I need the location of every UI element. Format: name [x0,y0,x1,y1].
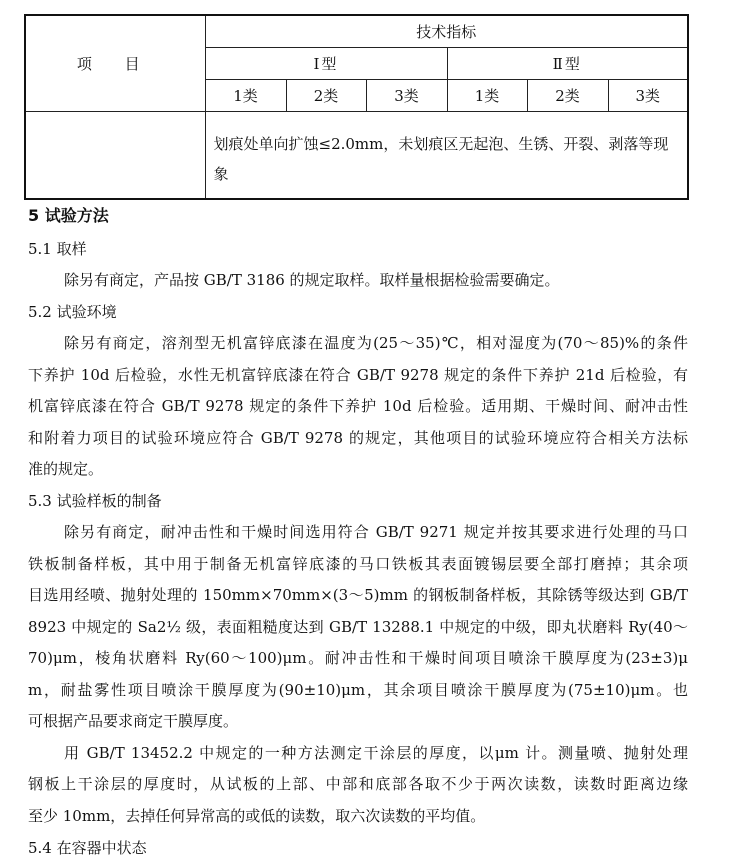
section-5-2-heading: 5.2 试验环境 [28,303,117,321]
class-header: 2类 [286,79,366,111]
class-header: 1类 [205,79,286,111]
section-5-3-line: 可根据产品要求商定干膜厚度。 [28,712,239,730]
section-5-2-line: 除另有商定，溶剂型无机富锌底漆在温度为(25～35)℃，相对湿度为(70～85)%的条件 [64,334,688,352]
section-5-2-line: 机富锌底漆在符合 GB/T 9278 规定的条件下养护 10d 后检验。适用期、干燥时间、耐冲击性 [28,397,688,415]
section-5-2-line: 和附着力项目的试验环境应符合 GB/T 9278 的规定，其他项目的试验环境应符合相关方法标 [28,429,688,447]
section-5-3-heading: 5.3 试验样板的制备 [28,492,162,510]
class-header: 3类 [608,79,688,111]
section-5-1-text: 除另有商定，产品按 GB/T 3186 的规定取样。取样量根据检验需要确定。 [64,271,560,289]
tech-spec-header: 技术指标 [205,15,688,47]
requirements-table [24,14,689,200]
section-5-2-line: 下养护 10d 后检验，水性无机富锌底漆在符合 GB/T 9278 规定的条件下养护 21d 后检验，有 [28,366,688,384]
section-5-3-line: 目选用经喷、抛射处理的 150mm×70mm×(3～5)mm 的钢板制备样板，其除锈等级达到 GB/T [28,586,688,604]
item-cell-empty [25,111,205,199]
section-5-2-line: 准的规定。 [28,460,104,478]
section-5-3-para2-line: 至少 10mm，去掉任何异常高的或低的读数，取六次读数的平均值。 [28,807,486,825]
section-5-3-line: 铁板制备样板，其中用于制备无机富锌底漆的马口铁板其表面镀锡层要全部打磨掉；其余项 [28,555,688,573]
section-5-3-line: 8923 中规定的 Sa2½ 级，表面粗糙度达到 GB/T 13288.1 中规定的中级，即丸状磨料 Ry(40～ [28,618,688,636]
section-5-4-heading: 5.4 在容器中状态 [28,839,147,857]
section-5-heading: 5 试验方法 [28,206,109,225]
class-header: 3类 [366,79,447,111]
section-5-3-para2-line: 钢板上干涂层的厚度时，从试板的上部、中部和底部各取不少于两次读数，读数时距离边缘 [28,775,688,793]
section-5-3-line: 70)μm，棱角状磨料 Ry(60～100)μm。耐冲击性和干燥时间项目喷涂干膜厚度为(23±3)μ [28,649,688,667]
section-5-3-line: m，耐盐雾性项目喷涂干膜厚度为(90±10)μm，其余项目喷涂干膜厚度为(75±10)μm。也 [28,681,688,699]
section-5-3-para2-line: 用 GB/T 13452.2 中规定的一种方法测定干涂层的厚度，以μm 计。测量喷、抛射处理 [64,744,688,762]
section-5-1-heading: 5.1 取样 [28,240,87,258]
class-header: 1类 [447,79,527,111]
requirement-text: 划痕处单向扩蚀≤2.0mm，未划痕区无起泡、生锈、开裂、剥落等现象 [205,111,688,199]
class-header: 2类 [527,79,608,111]
section-5-3-line: 除另有商定，耐冲击性和干燥时间选用符合 GB/T 9271 规定并按其要求进行处理的马口 [64,523,688,541]
type-1-header: Ⅰ型 [205,47,447,79]
item-header: 项 目 [25,15,205,111]
type-2-header: Ⅱ型 [447,47,688,79]
